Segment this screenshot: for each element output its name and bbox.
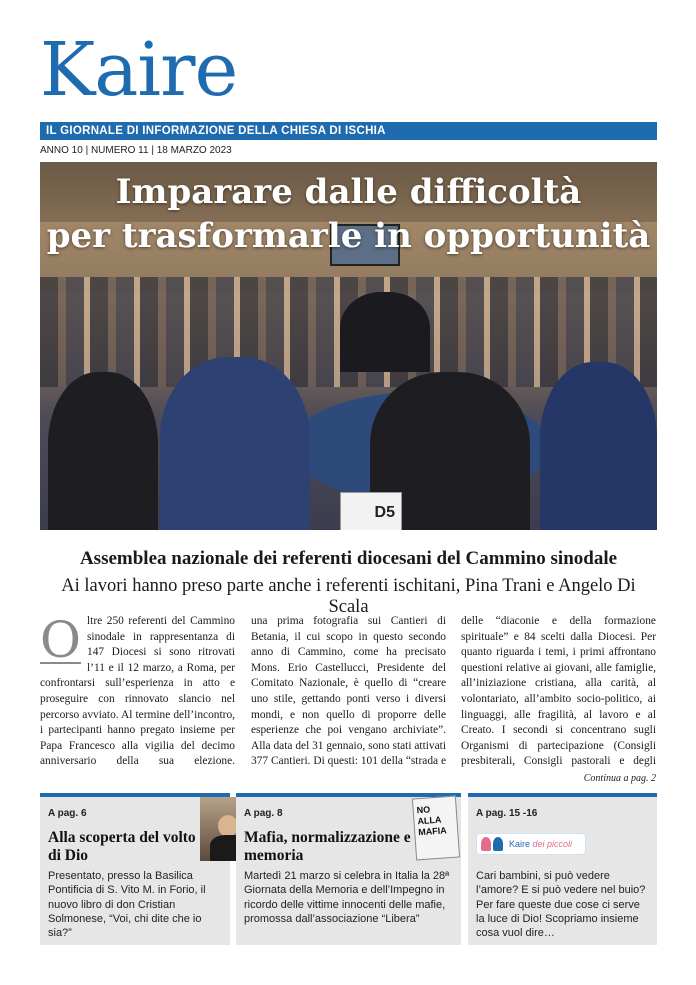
dropcap: O	[40, 614, 81, 669]
photo-person	[48, 372, 158, 530]
teaser-title: Alla scoperta del volto di Dio	[48, 829, 196, 864]
cover-headline	[40, 170, 657, 258]
page-ref: A pag. 8	[244, 808, 283, 819]
article-title: Assemblea nazionale dei referenti diocesani del Cammino sinodale	[79, 548, 618, 569]
issue-info: ANNO 10 | NUMERO 11 | 18 MARZO 2023	[40, 145, 232, 156]
kaire-dei-piccoli-badge	[476, 833, 586, 855]
no-mafia-sign: NO ALLA MAFIA	[412, 796, 460, 861]
teaser-box-2[interactable]	[236, 797, 461, 945]
child-figure	[493, 837, 503, 851]
photo-person	[340, 292, 430, 372]
page-ref: A pag. 15 -16	[476, 808, 538, 819]
badge-sub: dei piccoli	[532, 839, 573, 849]
photo-person	[540, 362, 657, 530]
tagline-bar: IL GIORNALE DI INFORMAZIONE DELLA CHIESA DI ISCHIA	[40, 122, 657, 140]
photo-person	[160, 357, 310, 530]
teaser-box-3[interactable]	[468, 797, 657, 945]
article-column-3: delle “diaconie e della formazione spirituale” e 84 scelti dalla Diocesi. Per quanto riguarda i temi, i primi affrontano questioni relative ai giovani, alle famiglie, all’iniziazione cristiana, alla carità, al volontariato, all’ambito socio-politico, ai linguaggi, alle fragilità, al lavoro e al Creato. I secondi si concentrano sugli Organismi di partecipazione (Consigli presbiterali, Consigli pastorali e degli	[461, 615, 656, 768]
cover-photo	[40, 162, 657, 530]
teaser-box-1[interactable]	[40, 797, 230, 945]
article-column-1	[40, 614, 235, 769]
teaser-text: Cari bambini, si può vedere l’amore? E si può vedere nel buio? Per fare queste due cose ci serve la luce di Dio! Scopriamo insieme cosa vuol dire…	[476, 870, 646, 940]
headline-line-1: Imparare dalle difficoltà	[115, 172, 582, 212]
children-icon	[481, 837, 505, 851]
table-sign: D5	[340, 492, 402, 530]
face	[218, 815, 238, 837]
teaser-text: Presentato, presso la Basilica Pontificia di S. Vito M. in Forio, il nuovo libro di don Cristian Solmonese, “Voi, chi dite che io sia?”	[48, 870, 206, 940]
kaire-logo: Kaire	[40, 27, 238, 113]
column-text: ltre 250 referenti del Cammino sinodale in rappresentanza di 147 Diocesi si sono ritrovati l’11 e il 12 marzo, a Roma, per confrontarsi sull’esperienza in atto e proseguire con rinnovato slancio nel percorso avviato. Al termine dell’incontro, i partecipanti hanno pregato insieme per Papa Francesco alla vigilia del decimo anniversario della sua elezione.	[40, 615, 235, 768]
article-subtitle: Ai lavori hanno preso parte anche i referenti ischitani, Pina Trani e Angelo Di Scala	[61, 576, 636, 617]
page-ref: A pag. 6	[48, 808, 87, 819]
article-body	[40, 614, 657, 769]
child-figure	[481, 837, 491, 851]
teaser-title: Mafia, normalizzazione e memoria	[244, 829, 411, 864]
continue-link[interactable]: Continua a pag. 2	[583, 773, 656, 784]
badge-brand: Kaire	[509, 839, 531, 849]
article-column-2: una prima fotografia sui Cantieri di Betania, il cui scopo in questo secondo anno di Cammino, come ha precisato Mons. Erio Castellucci, Presidente del Comitato Nazionale, è quello di “creare uno stile, gettando ponti verso i diversi mondi, e non quello di proporre delle esperienze che poi vengano archiviate”. Alla data del 31 gennaio, sono stati attivati 377 Cantieri. Di questi: 101 della “strada e	[251, 615, 446, 768]
masthead	[40, 27, 657, 116]
teaser-text: Martedì 21 marzo si celebra in Italia la 28ª Giornata della Memoria e dell’Impegno in ricordo delle vittime innocenti delle mafie, promossa dall’associazione “Libera”	[244, 870, 450, 925]
headline-line-2: per trasformarle in opportunità	[46, 216, 651, 256]
